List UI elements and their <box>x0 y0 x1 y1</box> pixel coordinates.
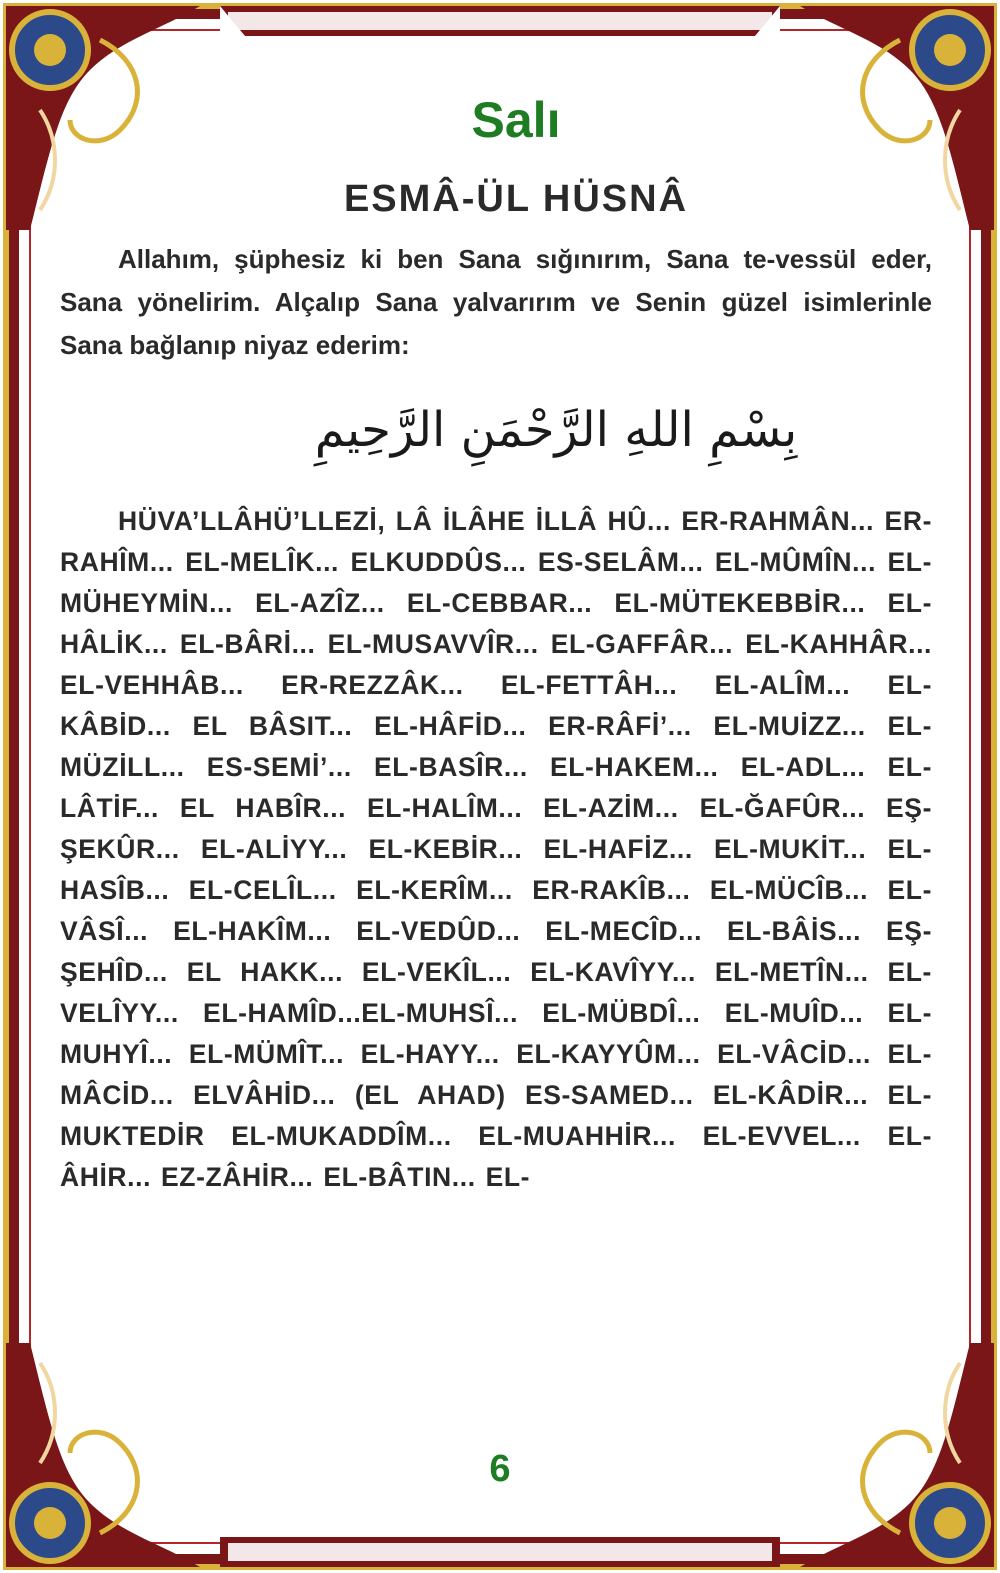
names-paragraph: HÜVA’LLÂHÜ’LLEZİ, LÂ İLÂHE İLLÂ HÛ... ER-RAHMÂN... ER-RAHÎM... EL-MELÎK... ELKUDDÛS... ES-SELÂM... EL-MÛMÎN... EL-MÜHEYMİN... EL-AZÎZ... EL-CEBBAR... EL-MÜTEKEBBİR... EL-HÂLİK... EL-BÂRİ... EL-MUSAVVÎR... EL-GAFFÂR... EL-KAHHÂR... EL-VEHHÂB... ER-REZZÂK... EL-FETTÂH... EL-ALÎM... EL-KÂBİD... EL BÂSIT... EL-HÂFİD... ER-RÂFİ’... EL-MUİZZ... EL-MÜZİLL... ES-SEMİ’... EL-BASÎR... EL-HAKEM... EL-ADL... EL-LÂTİF... EL HABÎR... EL-HALÎM... EL-AZİM... EL-ĞAFÛR... EŞ-ŞEKÛR... EL-ALİYY... EL-KEBİR... EL-HAFİZ... EL-MUKİT... EL-HASÎB... EL-CELÎL... EL-KERÎM... ER-RAKÎB... EL-MÜCÎB... EL-VÂSÎ... EL-HAKÎM... EL-VEDÛD... EL-MECÎD... EL-BÂİS... EŞ-ŞEHÎD... EL HAKK... EL-VEKÎL... EL-KAVÎYY... EL-METÎN... EL- VELÎYY... EL-HAMÎD...EL-MUHSÎ... EL-MÜBDÎ... EL-MUÎD... EL-MUHYÎ... EL-MÜMÎT... EL-HAYY... EL-KAYYÛM... EL-VÂCİD... EL-MÂCİD... ELVÂHİD... (EL AHAD) ES-SAMED... EL-KÂDİR... EL-MUKTEDİR EL-MUKADDÎM... EL-MUAHHİR... EL-EVVEL... EL-ÂHİR... EZ-ZÂHİR... EL-BÂTIN... EL- <box>60 506 932 1192</box>
page-content <box>60 90 932 1198</box>
main-title: ESMÂ-ÜL HÜSNÂ <box>343 178 689 220</box>
top-ribbon <box>220 6 780 36</box>
bottom-ribbon <box>220 1537 780 1567</box>
page-number: 6 <box>489 1448 511 1490</box>
intro-paragraph: Allahım, şüphesiz ki ben Sana sığınırım, Sana te-vessül eder, Sana yönelirim. Alçalıp Sana yalvarırım ve Senin güzel isimlerinle Sana bağlanıp niyaz ederim: <box>60 244 932 360</box>
day-title: Salı <box>471 92 561 148</box>
basmala-calligraphy: بِسْمِ اللهِ الرَّحْمَنِ الرَّحِيمِ <box>314 402 798 458</box>
